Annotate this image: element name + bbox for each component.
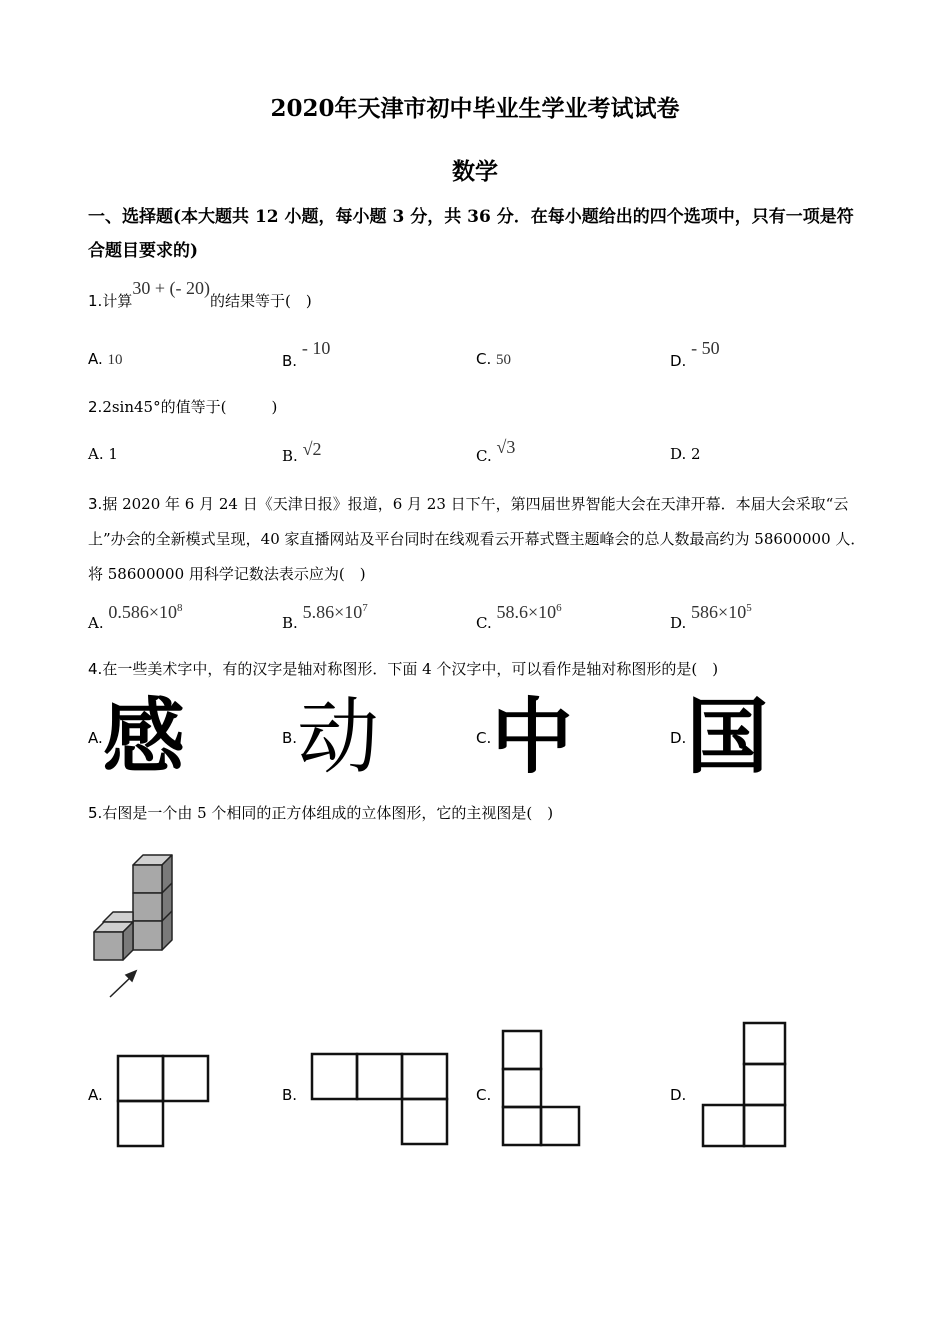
q4-option-a[interactable] bbox=[88, 690, 185, 785]
section-heading: 一、选择题(本大题共 12 小题，每小题 3 分，共 36 分．在每小题给出的四个选项中，只有一项是符合题目要求的) bbox=[88, 207, 854, 261]
q2-option-a[interactable] bbox=[88, 445, 118, 463]
character-glyph: 感 bbox=[102, 690, 185, 785]
option-value: √2 bbox=[302, 439, 322, 459]
option-value: - 10 bbox=[301, 338, 331, 358]
q2-option-b[interactable] bbox=[282, 439, 322, 466]
q5-option-b-view[interactable] bbox=[310, 1052, 452, 1148]
exponent: 8 bbox=[177, 602, 183, 614]
option-value: √3 bbox=[496, 437, 516, 457]
q2-option-c[interactable] bbox=[476, 437, 516, 466]
question-text: 据 2020 年 6 月 24 日《天津日报》报道，6 月 23 日下午，第四届世界智能大会在天津开幕．本届大会采取“云上”办会的全新模式呈现，40 家直播网站及平台同时在线观看云开幕式暨主题峰会的总人数最高约为 58600000 人．将 58600000 用科学记数法表示应为( ) bbox=[88, 495, 866, 583]
option-value: 50 bbox=[496, 352, 512, 368]
option-value: 2 bbox=[691, 445, 701, 463]
question-5 bbox=[88, 798, 553, 828]
question-number: 2. bbox=[88, 398, 103, 416]
q5-option-a-view[interactable] bbox=[116, 1054, 212, 1150]
option-label: B. bbox=[282, 729, 298, 747]
option-label: A. bbox=[88, 614, 104, 632]
q5-option-b-label-wrap[interactable] bbox=[282, 1085, 297, 1104]
question-1 bbox=[88, 278, 312, 316]
option-label: B. bbox=[282, 1086, 298, 1104]
times-ten: ×10 bbox=[528, 602, 557, 622]
exam-title: 2020年天津市初中毕业生学业考试试卷 bbox=[270, 95, 680, 122]
option-value: 1 bbox=[108, 445, 118, 463]
q3-option-b[interactable] bbox=[282, 602, 368, 633]
mantissa: 58.6 bbox=[496, 602, 528, 622]
option-label: A. bbox=[88, 1086, 103, 1104]
character-glyph: 中 bbox=[491, 690, 574, 785]
q1-option-d[interactable] bbox=[670, 338, 720, 371]
question-prefix: 计算 bbox=[102, 292, 133, 310]
option-label: C. bbox=[476, 729, 492, 747]
q5-option-c-view[interactable] bbox=[501, 1029, 583, 1149]
times-ten: ×10 bbox=[148, 602, 178, 622]
math-expression: 30 + (- 20) bbox=[132, 278, 210, 298]
option-label: B. bbox=[282, 352, 298, 370]
mantissa: 0.586 bbox=[108, 602, 149, 622]
exponent: 6 bbox=[556, 602, 562, 614]
option-label: A. bbox=[88, 445, 104, 463]
option-label: D. bbox=[670, 1086, 687, 1104]
q4-option-c[interactable] bbox=[476, 690, 574, 785]
times-ten: ×10 bbox=[334, 602, 363, 622]
option-label: A. bbox=[88, 350, 103, 368]
q5-option-d-view[interactable] bbox=[700, 1021, 790, 1149]
cube-stack-figure bbox=[88, 845, 178, 1005]
q3-option-a[interactable] bbox=[88, 602, 183, 633]
subject-title: 数学 bbox=[452, 158, 498, 185]
option-value: 10 bbox=[107, 352, 123, 368]
q4-option-d[interactable] bbox=[670, 690, 769, 785]
character-glyph: 动 bbox=[297, 690, 380, 785]
q3-option-d[interactable] bbox=[670, 602, 752, 633]
times-ten: ×10 bbox=[718, 602, 747, 622]
q5-option-d-label-wrap[interactable] bbox=[670, 1085, 686, 1104]
question-text: 2sin45°的值等于( ) bbox=[102, 398, 278, 416]
q1-option-b[interactable] bbox=[282, 338, 331, 371]
q1-option-c[interactable] bbox=[476, 350, 511, 369]
mantissa: 586 bbox=[691, 602, 719, 622]
q5-option-a-label-wrap[interactable] bbox=[88, 1085, 103, 1104]
mantissa: 5.86 bbox=[302, 602, 335, 622]
q4-option-b[interactable] bbox=[282, 690, 380, 785]
exponent: 7 bbox=[362, 602, 368, 614]
option-label: D. bbox=[670, 729, 687, 747]
question-text: 在一些美术字中，有的汉字是轴对称图形．下面 4 个汉字中，可以看作是轴对称图形的是( ) bbox=[102, 660, 719, 678]
option-label: D. bbox=[670, 614, 687, 632]
option-label: B. bbox=[282, 614, 298, 632]
q2-option-d[interactable] bbox=[670, 445, 701, 463]
q5-option-c-label-wrap[interactable] bbox=[476, 1085, 491, 1104]
option-value: - 50 bbox=[691, 338, 720, 358]
q1-option-a[interactable] bbox=[88, 350, 123, 369]
character-glyph: 国 bbox=[686, 690, 769, 785]
question-number: 5. bbox=[88, 804, 103, 822]
option-label: B. bbox=[282, 447, 298, 465]
option-label: C. bbox=[476, 350, 492, 368]
question-2 bbox=[88, 392, 277, 422]
question-number: 3. bbox=[88, 495, 103, 513]
option-label: A. bbox=[88, 729, 103, 747]
question-number: 1. bbox=[88, 292, 103, 310]
question-suffix: 的结果等于( ) bbox=[209, 292, 312, 310]
option-label: C. bbox=[476, 1086, 492, 1104]
question-number: 4. bbox=[88, 660, 103, 678]
question-text: 右图是一个由 5 个相同的正方体组成的立体图形，它的主视图是( ) bbox=[102, 804, 554, 822]
option-label: D. bbox=[670, 445, 687, 463]
question-4 bbox=[88, 654, 718, 684]
option-label: D. bbox=[670, 352, 687, 370]
q3-option-c[interactable] bbox=[476, 602, 562, 633]
option-label: C. bbox=[476, 447, 492, 465]
view-direction-arrow bbox=[110, 971, 136, 997]
question-3 bbox=[88, 487, 868, 592]
option-label: C. bbox=[476, 614, 492, 632]
exponent: 5 bbox=[746, 602, 752, 614]
